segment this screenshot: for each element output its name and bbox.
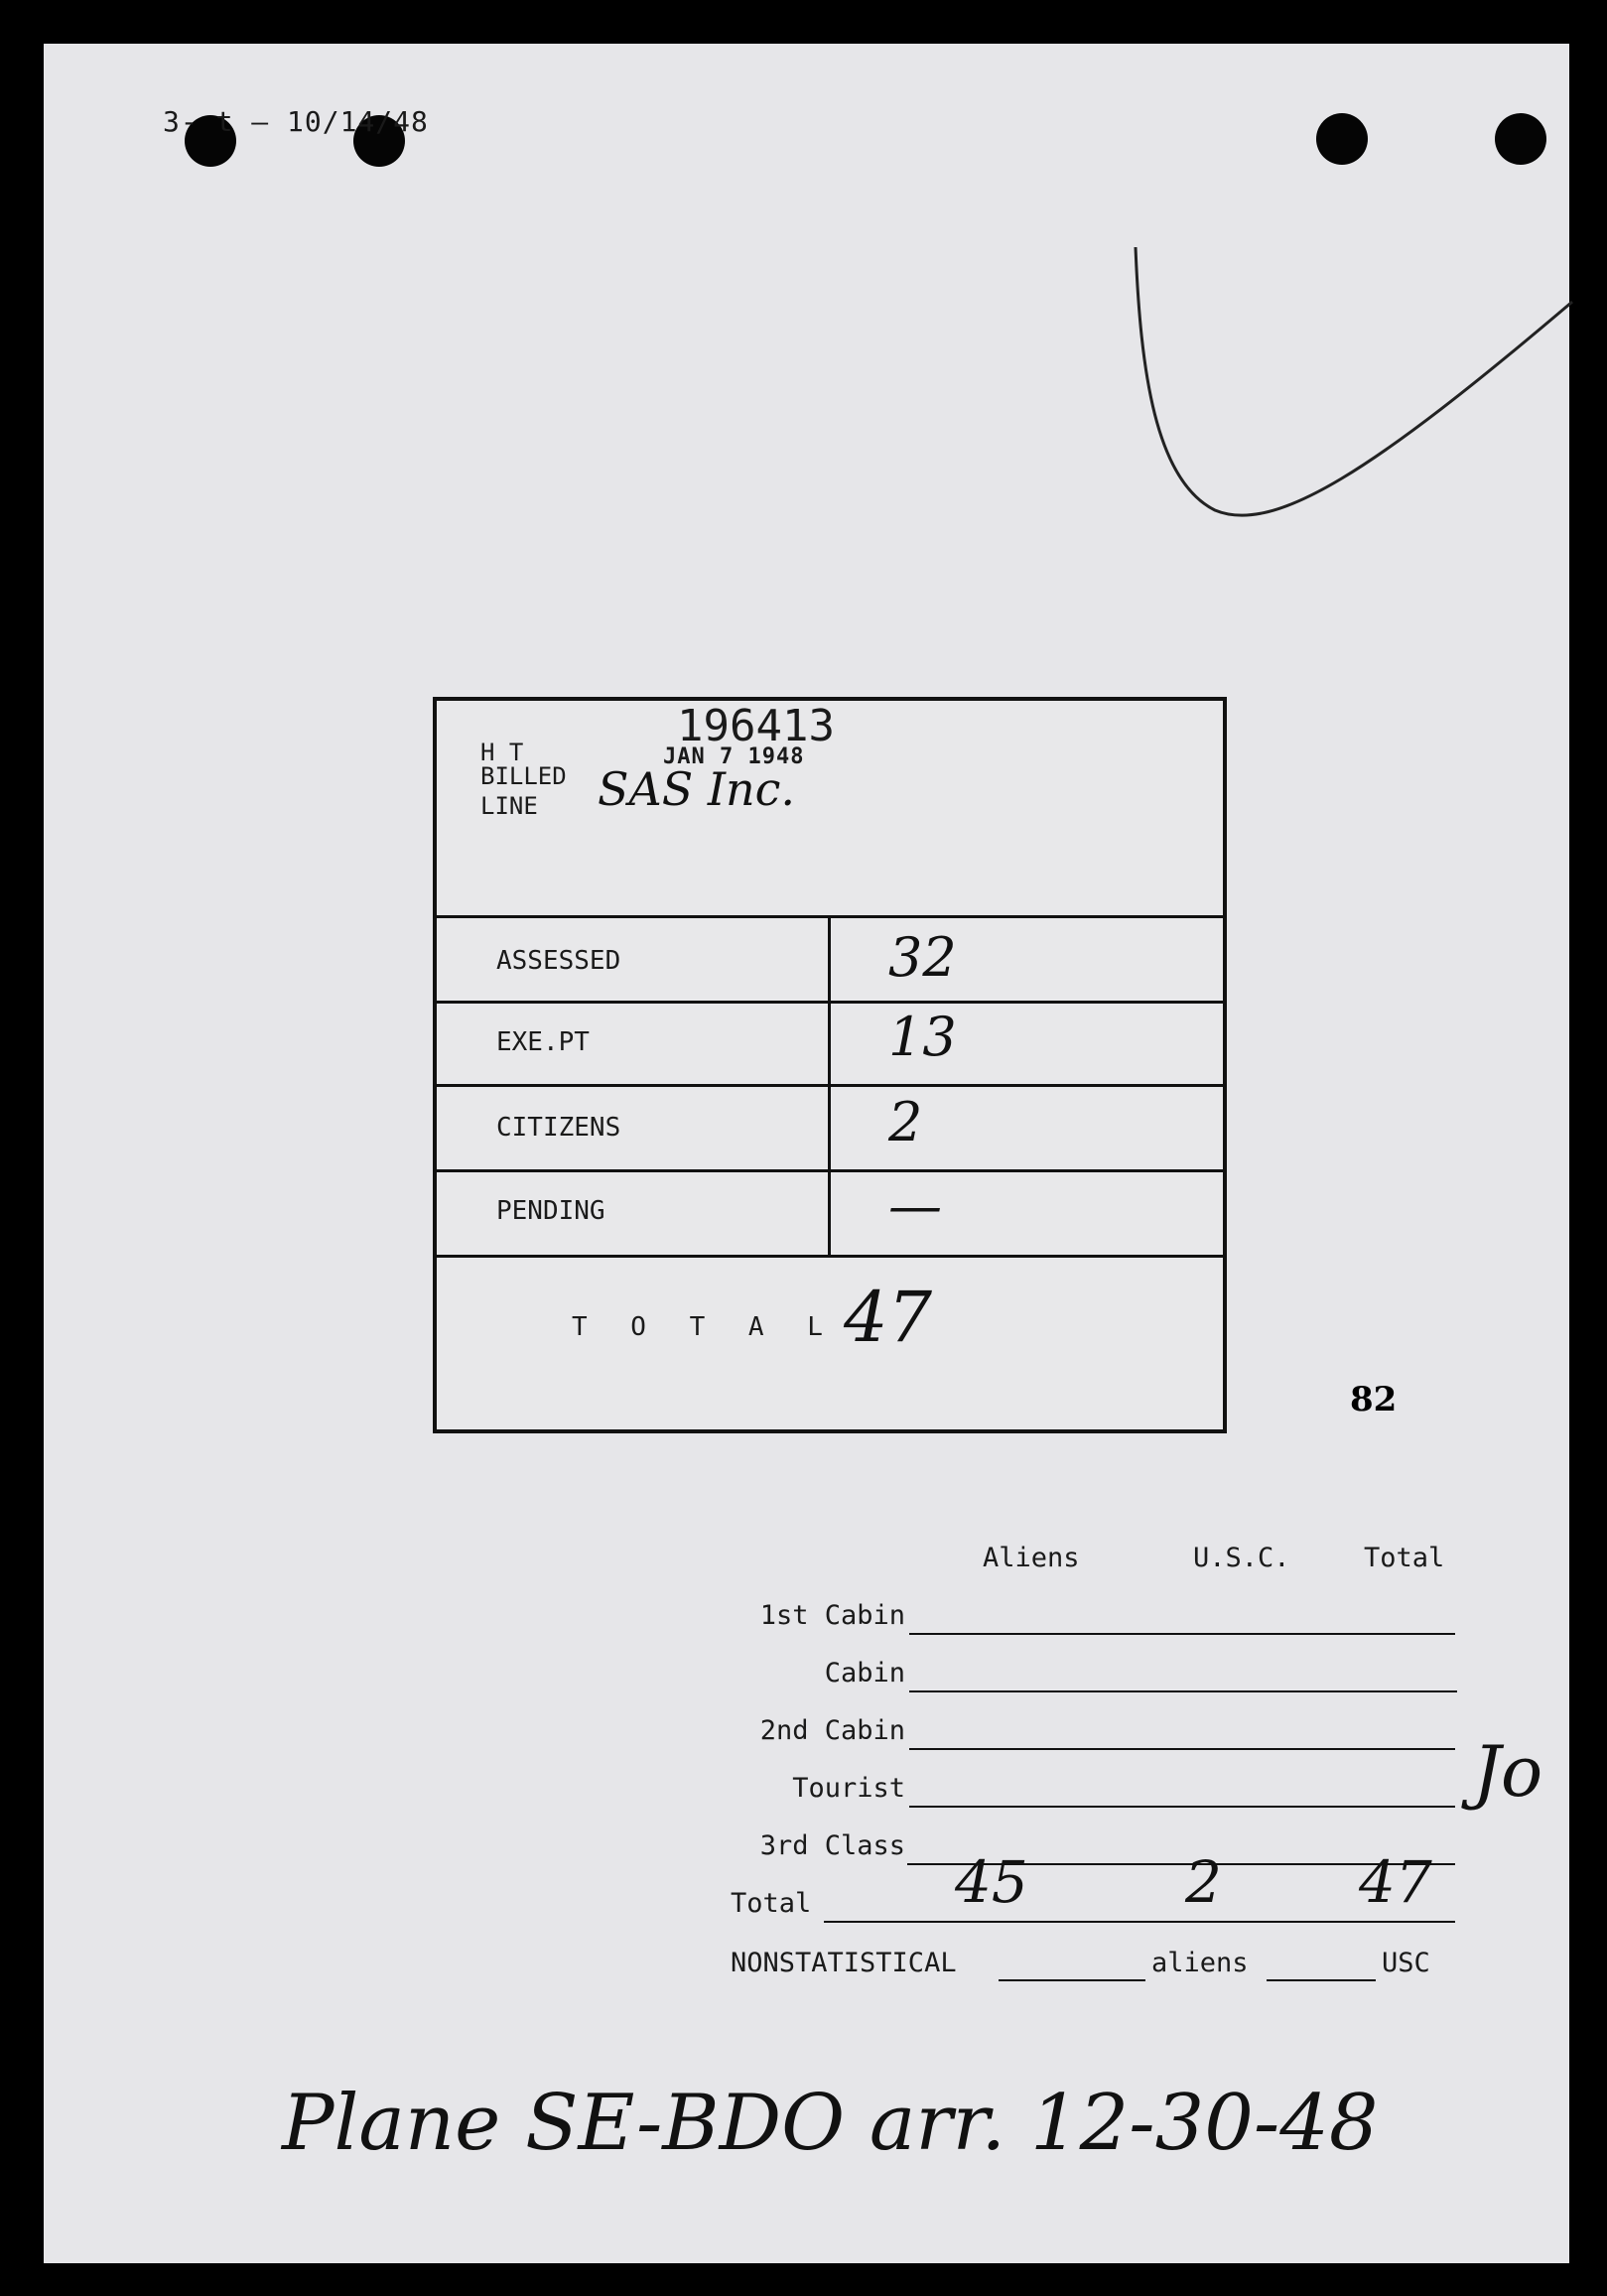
- total-value: 47: [844, 1277, 933, 1358]
- card-row-total: [437, 1255, 1223, 1258]
- column-header-aliens: Aliens: [983, 1543, 1080, 1573]
- card-row: [437, 1084, 1223, 1172]
- total-usc-value: 2: [1185, 1848, 1222, 1916]
- entry-line: [824, 1921, 1455, 1923]
- card-row: [437, 1001, 1223, 1087]
- row-value: 2: [888, 1091, 923, 1153]
- billed-label: BILLED: [480, 762, 567, 790]
- row-label: PENDING: [496, 1196, 605, 1226]
- punch-hole: [1495, 113, 1546, 165]
- usc-label: USC: [1382, 1948, 1430, 1978]
- handwritten-note: Plane SE-BDO arr. 12-30-48: [282, 2079, 1379, 2168]
- punch-hole: [1316, 113, 1368, 165]
- card-number: 196413: [677, 701, 835, 751]
- card-row: [437, 1169, 1223, 1258]
- entry-line: [909, 1633, 1455, 1635]
- nonstatistical-label: NONSTATISTICAL: [731, 1948, 957, 1978]
- row-label: EXE.PT: [496, 1027, 590, 1057]
- total-total-value: 47: [1359, 1848, 1432, 1916]
- row-label-cabin: Cabin: [824, 1658, 905, 1688]
- row-label: ASSESSED: [496, 946, 621, 976]
- entry-line: [909, 1748, 1455, 1750]
- aliens-label: aliens: [1151, 1948, 1249, 1978]
- entry-line: [999, 1979, 1145, 1981]
- entry-line: [909, 1690, 1457, 1692]
- entry-line: [1267, 1979, 1376, 1981]
- ht-label: H T: [480, 739, 524, 766]
- row-label-total: Total: [731, 1888, 812, 1919]
- initials: Jo: [1473, 1731, 1543, 1813]
- line-label: LINE: [480, 792, 538, 820]
- pen-stroke: [1116, 193, 1592, 590]
- document-page: [44, 44, 1569, 2263]
- date-stamp: JAN 7 1948: [663, 744, 805, 769]
- column-header-total: Total: [1364, 1543, 1445, 1573]
- billing-card: [433, 697, 1227, 1433]
- header-reference: 3- t — 10/14/48: [163, 105, 429, 138]
- row-label-3rd-class: 3rd Class: [759, 1830, 905, 1861]
- row-label-1st-cabin: 1st Cabin: [759, 1600, 905, 1631]
- row-label-tourist: Tourist: [792, 1773, 905, 1804]
- row-label-2nd-cabin: 2nd Cabin: [759, 1715, 905, 1746]
- row-value: 13: [888, 1006, 957, 1068]
- row-value: 32: [888, 926, 957, 989]
- row-value: —: [888, 1174, 942, 1237]
- column-header-usc: U.S.C.: [1193, 1543, 1290, 1573]
- total-label: T O T A L: [572, 1312, 837, 1342]
- total-aliens-value: 45: [955, 1848, 1028, 1916]
- entry-line: [909, 1806, 1455, 1808]
- card-row: [437, 915, 1223, 1004]
- page-number: 82: [1350, 1380, 1398, 1419]
- row-label: CITIZENS: [496, 1113, 621, 1143]
- company-name: SAS Inc.: [598, 762, 796, 816]
